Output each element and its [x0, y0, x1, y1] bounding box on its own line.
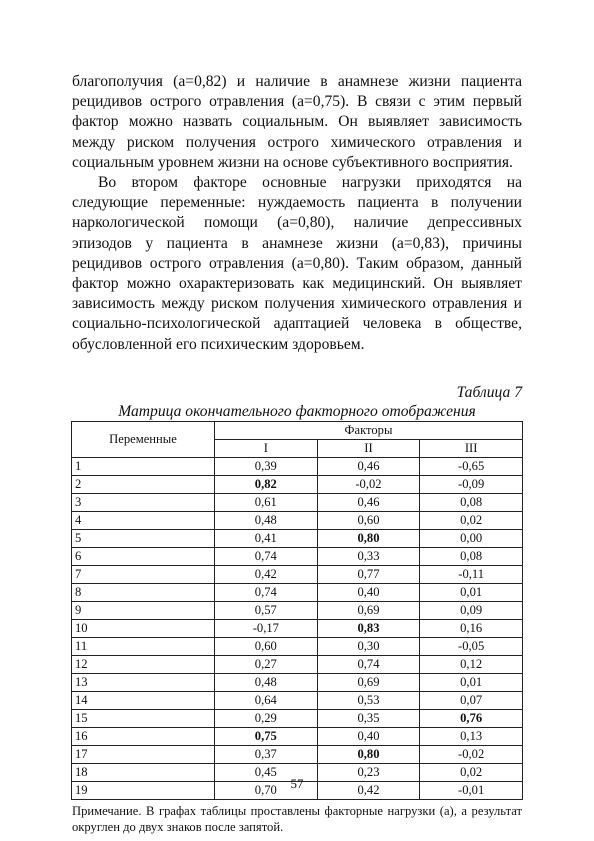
loading-cell: 0,40	[317, 727, 420, 745]
variable-cell: 12	[72, 655, 215, 673]
loading-cell: 0,46	[317, 457, 420, 475]
variable-cell: 2	[72, 475, 215, 493]
loading-cell: -0,05	[420, 637, 523, 655]
loading-cell: 0,75	[215, 727, 318, 745]
table-row	[72, 619, 523, 637]
loading-cell: 0,45	[215, 763, 318, 781]
variable-cell: 19	[72, 781, 215, 799]
variable-cell: 13	[72, 673, 215, 691]
table-row	[72, 709, 523, 727]
loading-cell: 0,29	[215, 709, 318, 727]
variable-cell: 11	[72, 637, 215, 655]
table-note: Примечание. В графах таблицы проставлены факторные нагрузки (а), а результат округлен до двух знаков после запятой.	[72, 803, 522, 834]
variable-cell: 6	[72, 547, 215, 565]
loading-cell: 0,07	[420, 691, 523, 709]
table-row	[72, 691, 523, 709]
table-row	[72, 565, 523, 583]
loading-cell: 0,09	[420, 601, 523, 619]
variable-cell: 8	[72, 583, 215, 601]
loading-cell: 0,74	[317, 655, 420, 673]
loading-cell: 0,69	[317, 601, 420, 619]
loading-cell: 0,30	[317, 637, 420, 655]
loading-cell: 0,60	[317, 511, 420, 529]
table-row	[72, 655, 523, 673]
variable-cell: 5	[72, 529, 215, 547]
variable-cell: 9	[72, 601, 215, 619]
loading-cell: 0,70	[215, 781, 318, 799]
loading-cell: 0,77	[317, 565, 420, 583]
variable-cell: 16	[72, 727, 215, 745]
loading-cell: 0,01	[420, 673, 523, 691]
table-row	[72, 745, 523, 763]
loading-cell: -0,01	[420, 781, 523, 799]
variable-cell: 1	[72, 457, 215, 475]
loading-cell: 0,35	[317, 709, 420, 727]
loading-cell: 0,57	[215, 601, 318, 619]
paragraph-1: благополучия (а=0,82) и наличие в анамнезе жизни пациента рецидивов острого отравления (а=0,75). В связи с этим первый фактор можно назвать социальным. Он выявляет зависимость между риском получения острого химического отравления и социальным уровнем жизни на основе субъективного восприятия.	[72, 73, 522, 171]
loading-cell: 0,48	[215, 511, 318, 529]
table-row	[72, 511, 523, 529]
loading-cell: 0,48	[215, 673, 318, 691]
loading-cell: 0,60	[215, 637, 318, 655]
header-factor-3: III	[420, 439, 523, 457]
table-row	[72, 727, 523, 745]
loading-cell: 0,40	[317, 583, 420, 601]
loading-cell: -0,02	[317, 475, 420, 493]
loading-cell: 0,33	[317, 547, 420, 565]
loading-cell: 0,46	[317, 493, 420, 511]
loading-cell: -0,02	[420, 745, 523, 763]
loading-cell: 0,02	[420, 511, 523, 529]
loading-cell: 0,76	[420, 709, 523, 727]
loading-cell: 0,42	[317, 781, 420, 799]
factor-matrix-table	[71, 421, 523, 800]
loading-cell: -0,09	[420, 475, 523, 493]
loading-cell: 0,80	[317, 745, 420, 763]
loading-cell: 0,13	[420, 727, 523, 745]
variable-cell: 4	[72, 511, 215, 529]
table-body	[72, 457, 523, 799]
loading-cell: 0,61	[215, 493, 318, 511]
document-page	[72, 72, 522, 835]
table-row	[72, 475, 523, 493]
variable-cell: 7	[72, 565, 215, 583]
table-row	[72, 493, 523, 511]
header-factor-1: I	[215, 439, 318, 457]
loading-cell: 0,80	[317, 529, 420, 547]
variable-cell: 15	[72, 709, 215, 727]
loading-cell: 0,16	[420, 619, 523, 637]
loading-cell: 0,12	[420, 655, 523, 673]
variable-cell: 18	[72, 763, 215, 781]
table-row	[72, 457, 523, 475]
variable-cell: 14	[72, 691, 215, 709]
header-factor-2: II	[317, 439, 420, 457]
loading-cell: 0,08	[420, 547, 523, 565]
loading-cell: -0,65	[420, 457, 523, 475]
loading-cell: 0,27	[215, 655, 318, 673]
header-factors: Факторы	[215, 421, 523, 439]
variable-cell: 10	[72, 619, 215, 637]
loading-cell: 0,69	[317, 673, 420, 691]
loading-cell: 0,23	[317, 763, 420, 781]
loading-cell: 0,74	[215, 583, 318, 601]
loading-cell: -0,17	[215, 619, 318, 637]
loading-cell: 0,64	[215, 691, 318, 709]
table-label: Таблица 7	[456, 383, 522, 401]
header-variables: Переменные	[72, 421, 215, 457]
table-row	[72, 601, 523, 619]
variable-cell: 17	[72, 745, 215, 763]
table-row	[72, 547, 523, 565]
loading-cell: 0,74	[215, 547, 318, 565]
loading-cell: 0,83	[317, 619, 420, 637]
table-title: Матрица окончательного факторного отображения	[118, 402, 476, 420]
loading-cell: 0,42	[215, 565, 318, 583]
table-row	[72, 583, 523, 601]
loading-cell: 0,08	[420, 493, 523, 511]
loading-cell: 0,39	[215, 457, 318, 475]
loading-cell: 0,53	[317, 691, 420, 709]
loading-cell: 0,82	[215, 475, 318, 493]
loading-cell: 0,01	[420, 583, 523, 601]
table-row	[72, 529, 523, 547]
table-row	[72, 637, 523, 655]
loading-cell: -0,11	[420, 565, 523, 583]
loading-cell: 0,37	[215, 745, 318, 763]
table-row	[72, 673, 523, 691]
page-number: 57	[290, 776, 304, 791]
variable-cell: 3	[72, 493, 215, 511]
loading-cell: 0,00	[420, 529, 523, 547]
loading-cell: 0,02	[420, 763, 523, 781]
loading-cell: 0,41	[215, 529, 318, 547]
paragraph-2: Во втором факторе основные нагрузки приходятся на следующие переменные: нуждаемость пациента в получении наркологической помощи (а=0,80), наличие депрессивных эпизодов у пациента в анамнезе жизни (а=0,83), причины рецидивов острого отравления (а=0,80). Таким образом, данный фактор можно охарактеризовать как медицинский. Он выявляет зависимость между риском получения химического отравления и социально-психологической адаптацией человека в обществе, обусловленной его психическим здоровьем.	[72, 174, 522, 353]
table-header-row	[72, 421, 523, 439]
